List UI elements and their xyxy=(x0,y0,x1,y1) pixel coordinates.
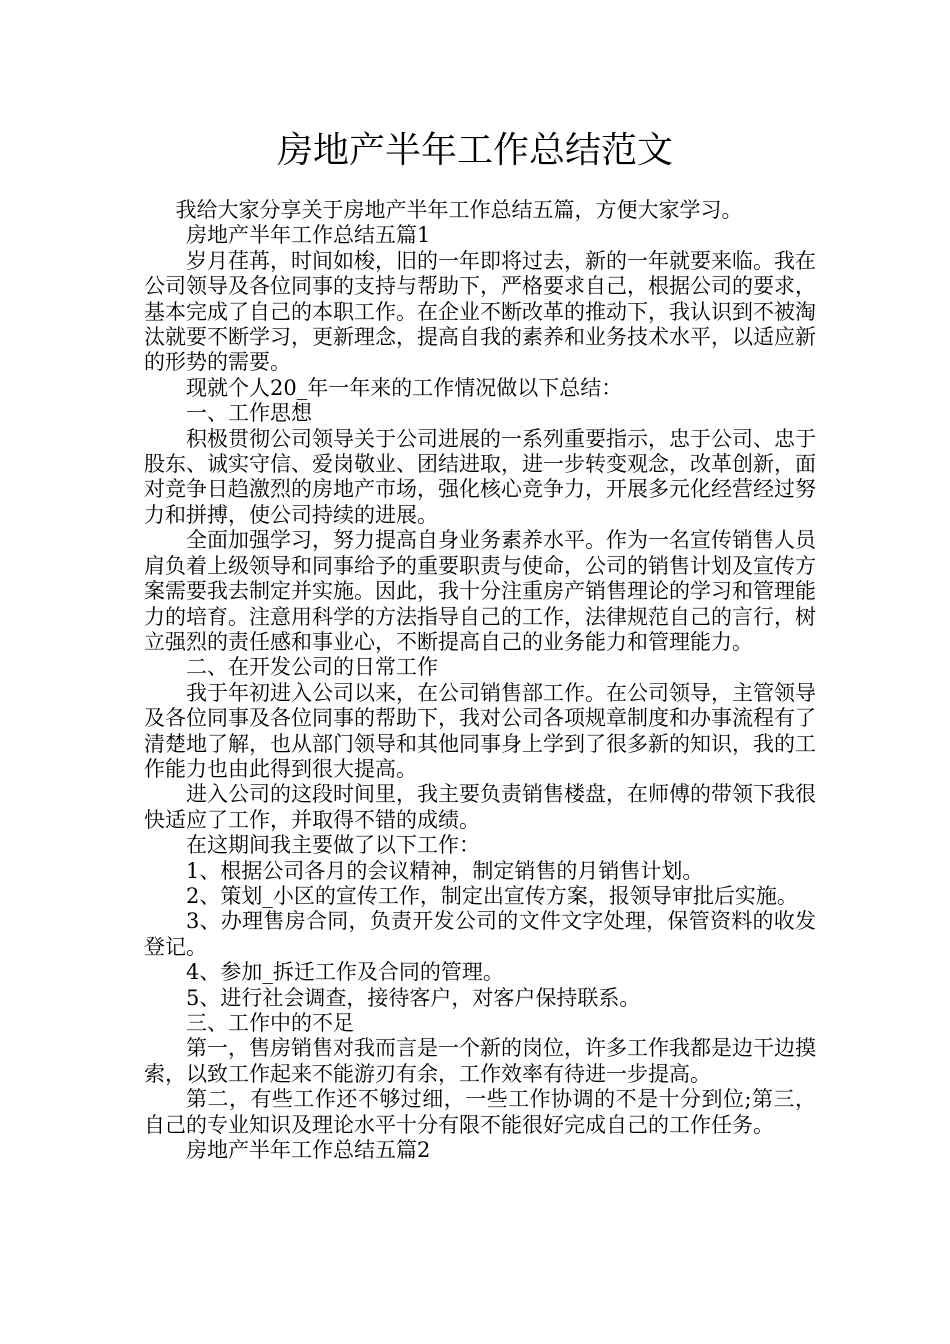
body-paragraph: 在这期间我主要做了以下工作： xyxy=(186,833,480,858)
body-paragraph: 第二，有些工作还不够过细，一些工作协调的不是十分到位;第三，自己的专业知识及理论水平十分有限不能很好完成自己的工作任务。 xyxy=(144,1087,816,1137)
list-item: 5、进行社会调查，接待客户，对客户保持联系。 xyxy=(186,985,641,1010)
body-paragraph: 岁月荏苒，时间如梭，旧的一年即将过去，新的一年就要来临。我在公司领导及各位同事的支持与帮助下，严格要求自己，根据公司的要求，基本完成了自己的本职工作。在企业不断改革的推动下，我认识到不被淘汰就要不断学习，更新理念，提高自我的素养和业务技术水平，以适应新的形势的需要。 xyxy=(144,248,816,375)
document-body xyxy=(144,198,816,1163)
body-paragraph: 第一，售房销售对我而言是一个新的岗位，许多工作我都是边干边摸索，以致工作起来不能游刃有余，工作效率有待进一步提高。 xyxy=(144,1036,816,1086)
intro-paragraph: 我给大家分享关于房地产半年工作总结五篇，方便大家学习。 xyxy=(175,198,743,222)
list-item: 1、根据公司各月的会议精神，制定销售的月销售计划。 xyxy=(186,858,704,883)
list-item: 3、办理售房合同，负责开发公司的文件文字处理，保管资料的收发登记。 xyxy=(144,909,816,959)
subsection-heading: 二、在开发公司的日常工作 xyxy=(186,655,438,680)
body-paragraph: 进入公司的这段时间里，我主要负责销售楼盘，在师傅的带领下我很快适应了工作，并取得不错的成绩。 xyxy=(144,782,816,832)
section-heading: 房地产半年工作总结五篇2 xyxy=(186,1138,431,1163)
list-item: 4、参加_拆迁工作及合同的管理。 xyxy=(186,960,504,985)
subsection-heading: 一、工作思想 xyxy=(186,401,312,426)
body-paragraph: 积极贯彻公司领导关于公司进展的一系列重要指示，忠于公司、忠于股东、诚实守信、爱岗敬业、团结进取，进一步转变观念，改革创新，面对竞争日趋激烈的房地产市场，强化核心竞争力，开展多元化经营经过努力和拼搏，使公司持续的进展。 xyxy=(144,426,816,527)
body-paragraph: 全面加强学习，努力提高自身业务素养水平。作为一名宣传销售人员肩负着上级领导和同事给予的重要职责与使命，公司的销售计划及宣传方案需要我去制定并实施。因此，我十分注重房产销售理论的学习和管理能力的培育。注意用科学的方法指导自己的工作，法律规范自己的言行，树立强烈的责任感和事业心，不断提高自己的业务能力和管理能力。 xyxy=(144,528,816,654)
list-item: 2、策划_小区的宣传工作，制定出宣传方案，报领导审批后实施。 xyxy=(186,883,798,908)
body-paragraph: 现就个人20_年一年来的工作情况做以下总结： xyxy=(186,375,623,400)
subsection-heading: 三、工作中的不足 xyxy=(186,1011,354,1035)
body-paragraph: 我于年初进入公司以来，在公司销售部工作。在公司领导，主管领导及各位同事及各位同事的帮助下，我对公司各项规章制度和办事流程有了清楚地了解，也从部门领导和其他同事身上学到了很多新的知识，我的工作能力也由此得到很大提高。 xyxy=(144,680,816,781)
section-heading: 房地产半年工作总结五篇1 xyxy=(186,223,431,248)
document-title: 房地产半年工作总结范文 xyxy=(276,130,673,171)
